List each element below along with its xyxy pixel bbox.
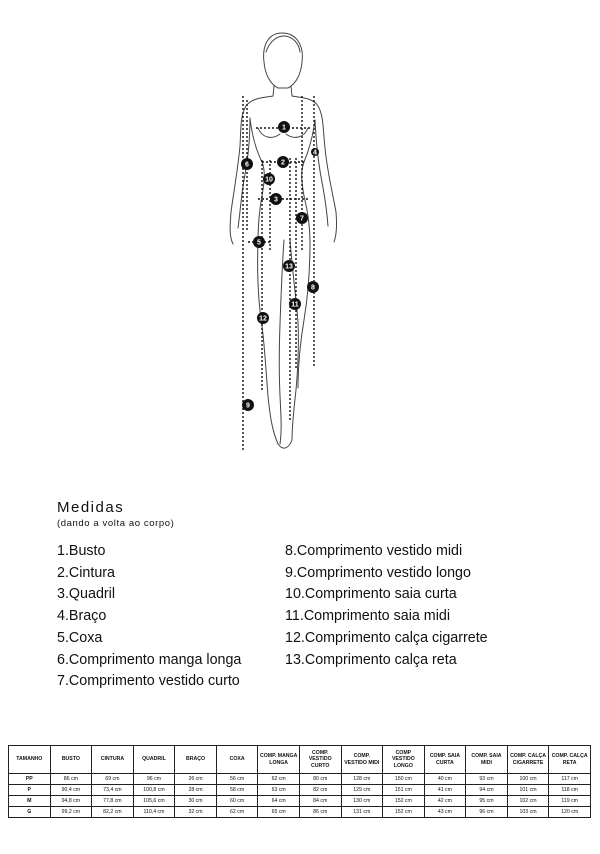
svg-text:10: 10 [265, 176, 273, 184]
marker-10 [263, 173, 275, 185]
header-cell: COMP VESTIDO LONGO [383, 746, 425, 774]
header-cell: COMP. VESTIDO MIDI [341, 746, 383, 774]
table-cell: 80 cm [299, 774, 341, 785]
table-cell: 118 cm [549, 785, 591, 796]
table-cell: 95 cm [466, 796, 508, 807]
table-cell: 43 cm [424, 807, 466, 818]
svg-text:4: 4 [313, 149, 317, 157]
svg-text:2: 2 [281, 159, 285, 167]
table-header-row [9, 746, 591, 774]
table-cell: 131 cm [341, 807, 383, 818]
table-cell: 82 cm [299, 785, 341, 796]
table-cell: 40 cm [424, 774, 466, 785]
header-cell: COMP. SAIA MIDI [466, 746, 508, 774]
table-cell: 26 cm [175, 774, 217, 785]
svg-text:7: 7 [300, 215, 304, 223]
table-cell: 90,4 cm [50, 785, 92, 796]
table-cell: 100,8 cm [133, 785, 175, 796]
size-cell: M [9, 796, 51, 807]
marker-5 [253, 236, 265, 248]
table-cell: 65 cm [258, 807, 300, 818]
header-cell: COMP. MANGA LONGA [258, 746, 300, 774]
size-cell: PP [9, 774, 51, 785]
table-cell: 64 cm [258, 796, 300, 807]
svg-text:12: 12 [259, 315, 267, 323]
table-cell: 63 cm [258, 785, 300, 796]
table-cell: 120 cm [549, 807, 591, 818]
list-item: 4.Braço [57, 608, 107, 625]
header-cell: COMP. CALÇA RETA [549, 746, 591, 774]
header-cell: COMP. VESTIDO CURTO [299, 746, 341, 774]
list-item: 6.Comprimento manga longa [57, 651, 242, 668]
list-item: 12.Comprimento calça cigarrete [285, 629, 488, 646]
table-cell: 110,4 cm [133, 807, 175, 818]
table-row [9, 785, 591, 796]
table-cell: 94 cm [466, 785, 508, 796]
list-item: 1.Busto [57, 543, 106, 559]
table-cell: 69 cm [92, 774, 134, 785]
marker-9 [242, 399, 254, 411]
table-cell: 152 cm [383, 807, 425, 818]
table-cell: 86 cm [299, 807, 341, 818]
table-cell: 62 cm [258, 774, 300, 785]
header-cell: COMP. SAIA CURTA [424, 746, 466, 774]
table-cell: 94,8 cm [50, 796, 92, 807]
table-row [9, 796, 591, 807]
table-cell: 152 cm [383, 796, 425, 807]
table-cell: 28 cm [175, 785, 217, 796]
table-cell: 58 cm [216, 785, 258, 796]
table-cell: 101 cm [507, 785, 549, 796]
table-cell: 73,4 cm [92, 785, 134, 796]
header-cell: CINTURA [92, 746, 134, 774]
size-cell: G [9, 807, 51, 818]
table-cell: 130 cm [341, 796, 383, 807]
table-row [9, 807, 591, 818]
table-cell: 103 cm [507, 807, 549, 818]
list-item: 3.Quadril [57, 586, 116, 603]
svg-text:1: 1 [282, 124, 286, 132]
list-item: 8.Comprimento vestido midi [285, 543, 463, 559]
header-cell: BRAÇO [175, 746, 217, 774]
marker-8 [307, 281, 319, 293]
page-subtitle: (dando a volta ao corpo) [57, 518, 175, 529]
page-title: Medidas [57, 499, 125, 516]
list-item: 9.Comprimento vestido longo [285, 564, 471, 581]
svg-text:5: 5 [257, 239, 261, 247]
header-cell: COMP. CALÇA CIGARRETE [507, 746, 549, 774]
svg-text:8: 8 [311, 284, 315, 292]
table-row [9, 774, 591, 785]
svg-text:13: 13 [285, 263, 293, 271]
list-item: 13.Comprimento calça reta [285, 651, 457, 668]
table-cell: 30 cm [175, 796, 217, 807]
table-cell: 96 cm [466, 807, 508, 818]
header-cell: COXA [216, 746, 258, 774]
table-cell: 93 cm [466, 774, 508, 785]
table-cell: 99,2 cm [50, 807, 92, 818]
marker-13 [283, 260, 295, 272]
table-cell: 151 cm [383, 785, 425, 796]
marker-2 [277, 156, 289, 168]
svg-text:9: 9 [246, 402, 250, 410]
marker-11 [289, 298, 301, 310]
table-cell: 96 cm [133, 774, 175, 785]
table-cell: 117 cm [549, 774, 591, 785]
measures-list-right [285, 541, 488, 671]
table-cell: 84 cm [299, 796, 341, 807]
table-cell: 32 cm [175, 807, 217, 818]
marker-1 [278, 121, 290, 133]
table-cell: 42 cm [424, 796, 466, 807]
svg-text:3: 3 [274, 196, 278, 204]
list-item: 5.Coxa [57, 629, 103, 646]
list-item: 2.Cintura [57, 564, 116, 581]
svg-text:6: 6 [245, 161, 249, 169]
table-cell: 82,2 cm [92, 807, 134, 818]
list-item: 11.Comprimento saia midi [285, 608, 451, 625]
measures-list-left [57, 541, 241, 693]
table-cell: 128 cm [341, 774, 383, 785]
table-cell: 105,6 cm [133, 796, 175, 807]
table-cell: 77,8 cm [92, 796, 134, 807]
header-cell: QUADRIL [133, 746, 175, 774]
list-item: 7.Comprimento vestido curto [57, 673, 240, 690]
table-cell: 150 cm [383, 774, 425, 785]
header-cell: TAMANHO [9, 746, 51, 774]
marker-12 [257, 312, 269, 324]
table-cell: 129 cm [341, 785, 383, 796]
svg-text:11: 11 [291, 301, 299, 309]
measurement-markers [241, 121, 319, 411]
table-cell: 41 cm [424, 785, 466, 796]
marker-7 [296, 212, 308, 224]
marker-6 [241, 158, 253, 170]
table-cell: 60 cm [216, 796, 258, 807]
table-cell: 100 cm [507, 774, 549, 785]
table-cell: 56 cm [216, 774, 258, 785]
marker-3 [270, 193, 282, 205]
table-cell: 86 cm [50, 774, 92, 785]
table-cell: 62 cm [216, 807, 258, 818]
size-table [8, 745, 591, 818]
table-cell: 102 cm [507, 796, 549, 807]
measurement-guides [243, 96, 314, 452]
body-outline [230, 33, 336, 448]
header-cell: BUSTO [50, 746, 92, 774]
list-item: 10.Comprimento saia curta [285, 586, 457, 603]
table-cell: 119 cm [549, 796, 591, 807]
size-cell: P [9, 785, 51, 796]
